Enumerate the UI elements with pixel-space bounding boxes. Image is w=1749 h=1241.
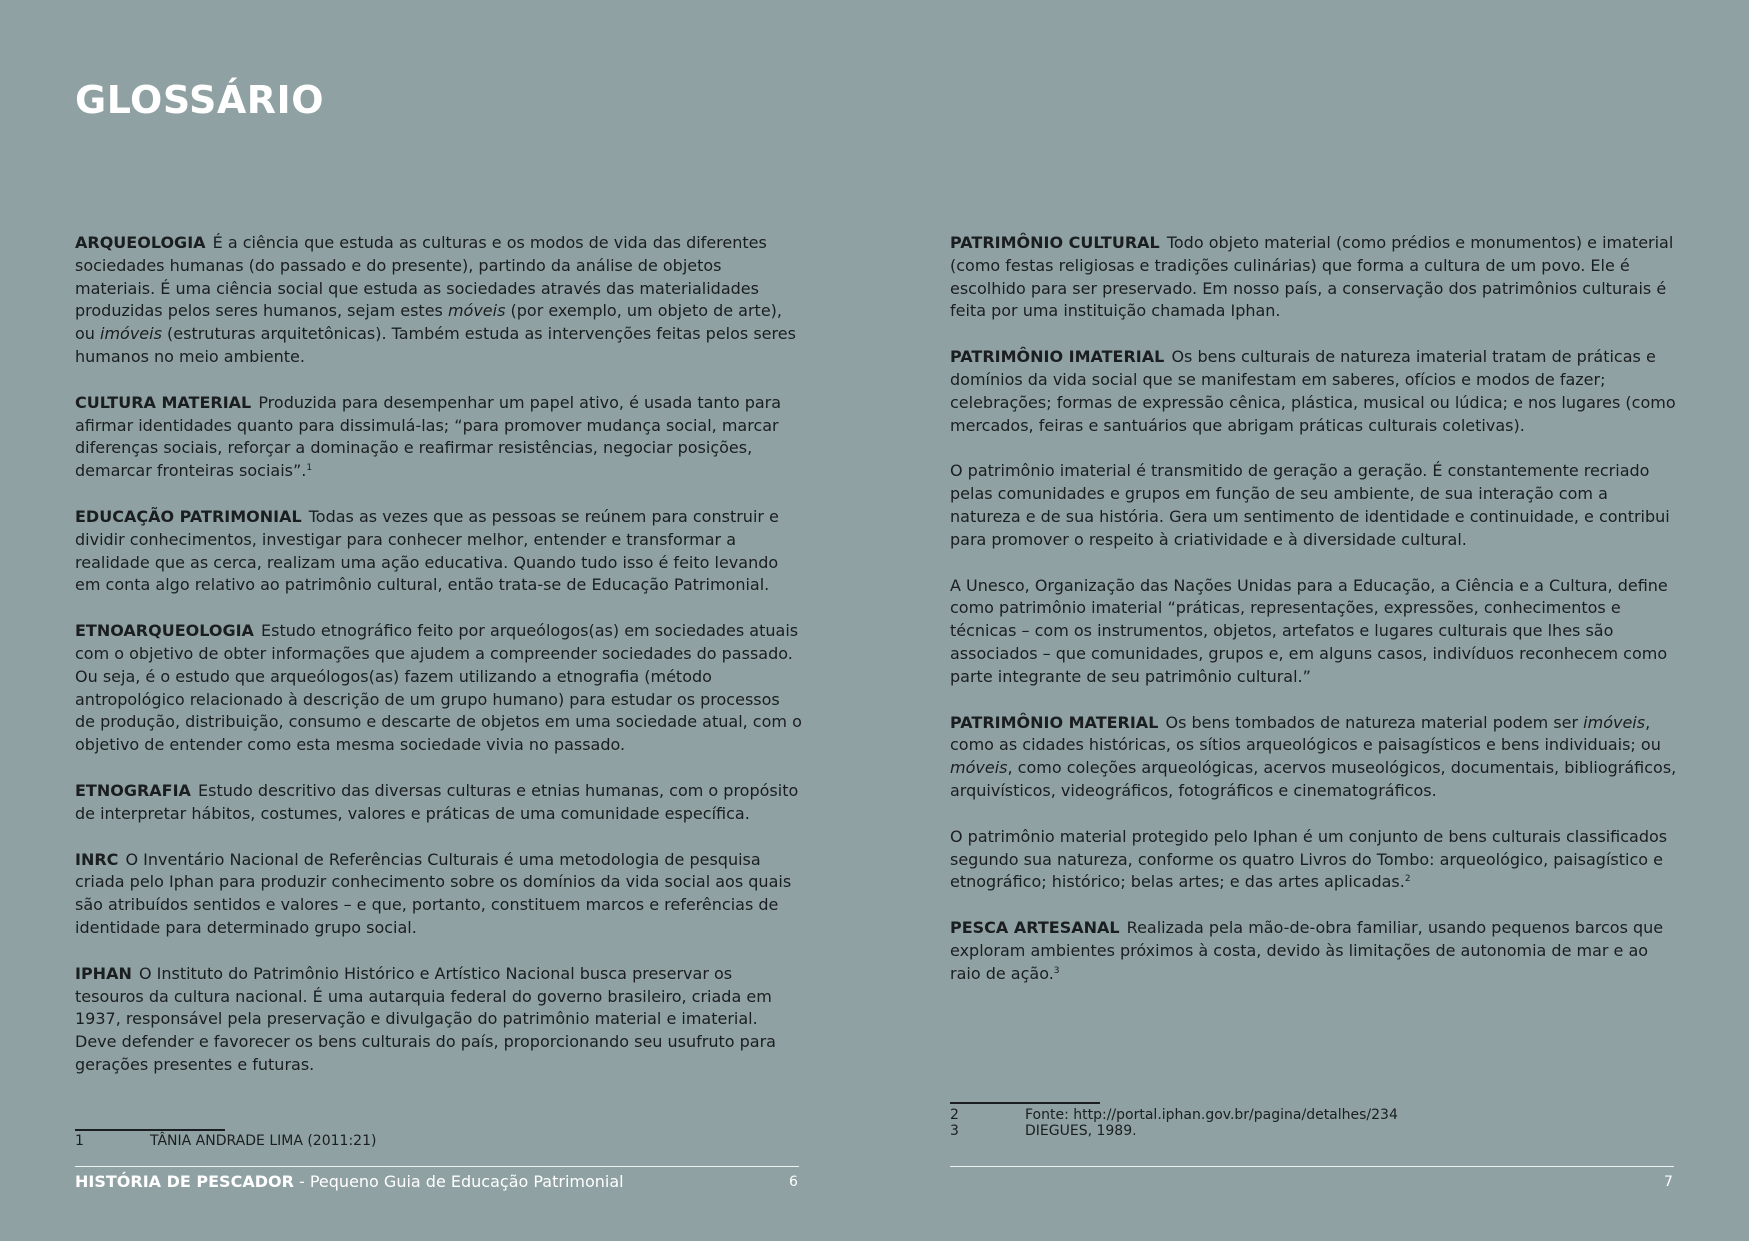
footnote-number: 3: [950, 1123, 959, 1139]
definition-emphasis: móveis: [950, 758, 1008, 778]
entry-educacao-patrimonial: [75, 506, 803, 597]
term-pesca-artesanal: PESCA ARTESANAL: [950, 918, 1120, 938]
definition-text: Estudo descritivo das diversas culturas e etnias humanas, com o propósito de interpretar hábitos, costumes, valores e práticas de uma comunidade específica.: [75, 780, 799, 823]
footnote-ref: 2: [1404, 874, 1411, 885]
entry-etnoarqueologia: [75, 620, 803, 757]
footnote-text: DIEGUES, 1989.: [1025, 1123, 1137, 1139]
page-number-left: 6: [789, 1174, 798, 1190]
term-arqueologia: ARQUEOLOGIA: [75, 233, 206, 252]
entry-arqueologia: [75, 232, 803, 369]
footnote-number: 2: [950, 1107, 959, 1123]
term-inrc: INRC: [75, 849, 119, 869]
footnote-divider: [950, 1102, 1100, 1104]
footnote-divider: [75, 1129, 225, 1131]
definition-emphasis: imóveis: [100, 324, 162, 344]
definition-text: O Inventário Nacional de Referências Culturais é uma metodologia de pesquisa criada pelo Iphan para produzir conhecimento sobre os domínios da vida social aos quais são atribuídos sentidos e valores – e que, portanto, constituem marcos e referências de identidade para determinado grupo social.: [75, 849, 792, 937]
definition-text: Estudo etnográfico feito por arqueólogos(as) em sociedades atuais com o objetivo de obter informações que ajudem a compreender sociedades do passado. Ou seja, é o estudo que arqueólogos(as) fazem utilizando a etnografia (método antropológico relacionado à descrição de um grupo humano) para estudar os processos de produção, distribuição, consumo e descarte de objetos em uma sociedade atual, com o objetivo de entender como esta mesma sociedade vivia no passado.: [75, 621, 802, 755]
definition-text: Realizada pela mão-de-obra familiar, usando pequenos barcos que exploram ambientes próximos à costa, devido às limitações de autonomia de mar e ao raio de ação.: [950, 918, 1664, 983]
term-patrimonio-cultural: PATRIMÔNIO CULTURAL: [950, 233, 1160, 252]
definition-text: (estruturas arquitetônicas). Também estuda as intervenções feitas pelos seres humanos no meio ambiente.: [75, 324, 796, 366]
definition-text: O patrimônio material protegido pelo Iphan é um conjunto de bens culturais classificados segundo sua natureza, conforme os quatro Livros do Tombo: arqueológico, paisagístico e etnográfico; histórico; belas artes; e das artes aplicadas.: [950, 826, 1668, 892]
footnote-3: [950, 1123, 1137, 1139]
footnote-1: [75, 1133, 376, 1149]
entry-pesca-artesanal: [950, 917, 1678, 985]
paragraph-imaterial-transmissao: O patrimônio imaterial é transmitido de geração a geração. É constantemente recriado pelas comunidades e grupos em função de seu ambiente, de sua interação com a natureza e de sua história. Gera um sentimento de identidade e continuidade, e contribui para promover o respeito à criatividade e à diversidade cultural.: [950, 461, 1670, 549]
entry-patrimonio-imaterial: [950, 346, 1678, 437]
footer-subtitle: - Pequeno Guia de Educação Patrimonial: [293, 1172, 624, 1191]
definition-emphasis: imóveis: [1583, 712, 1646, 732]
entry-cultura-material: [75, 392, 803, 483]
definition-text: , como as cidades históricas, os sítios arqueológicos e paisagísticos e bens individuais; ou: [950, 712, 1661, 755]
definition-text: Os bens culturais de natureza imaterial tratam de práticas e domínios da vida social que se manifestam em saberes, ofícios e modos de fazer; celebrações; formas de expressão cênica, plástica, musical ou lúdica; e nos lugares (como mercados, feiras e santuários que abrigam práticas culturais coletivas).: [950, 347, 1676, 435]
footnote-ref: 1: [306, 463, 313, 474]
term-educacao-patrimonial: EDUCAÇÃO PATRIMONIAL: [75, 506, 302, 526]
footer-left: [75, 1172, 624, 1191]
footer-rule-left: [75, 1166, 799, 1167]
term-etnografia: ETNOGRAFIA: [75, 780, 191, 800]
definition-text: Produzida para desempenhar um papel ativo, é usada tanto para afirmar identidades quanto para dissimulá-las; “para promover mudança social, marcar diferenças sociais, reforçar a dominação e reafirmar resistências, negociar posições, demarcar fronteiras sociais”.: [75, 392, 782, 481]
glossary-column-left: [75, 232, 803, 1100]
term-cultura-material: CULTURA MATERIAL: [75, 392, 252, 412]
glossary-column-right: [950, 232, 1678, 1009]
footnote-number: 1: [75, 1133, 84, 1149]
term-etnoarqueologia: ETNOARQUEOLOGIA: [75, 621, 254, 641]
term-patrimonio-imaterial: PATRIMÔNIO IMATERIAL: [950, 347, 1165, 367]
entry-iphan: [75, 963, 803, 1077]
footnote-ref: 3: [1053, 965, 1060, 976]
page-title: GLOSSÁRIO: [75, 78, 324, 122]
entry-inrc: [75, 849, 803, 940]
definition-text: O Instituto do Patrimônio Histórico e Artístico Nacional busca preservar os tesouros da cultura nacional. É uma autarquia federal do governo brasileiro, criada em 1937, responsável pela preservação e divulgação do patrimônio material e imaterial. Deve defender e favorecer os bens culturais do país, proporcionando seu usufruto para gerações presentes e futuras.: [75, 963, 776, 1074]
definition-text: É a ciência que estuda as culturas e os modos de vida das diferentes sociedades humanas (do passado e do presente), partindo da análise de objetos materiais. É uma ciência social que estuda as sociedades através das materialidades produzidas pelos seres humanos, sejam estes: [75, 233, 767, 321]
footer-rule-right: [950, 1166, 1674, 1167]
definition-text: (por exemplo, um objeto de arte), ou: [75, 301, 782, 344]
definition-emphasis: móveis: [447, 301, 506, 321]
entry-etnografia: [75, 780, 803, 826]
definition-text: Os bens tombados de natureza material podem ser: [1165, 712, 1584, 732]
footer-brand: HISTÓRIA DE PESCADOR: [75, 1172, 294, 1191]
page-number-right: 7: [1664, 1174, 1673, 1190]
definition-text: Todas as vezes que as pessoas se reúnem para construir e dividir conhecimentos, investigar para conhecer melhor, entender e transformar a realidade que as cerca, realizam uma ação educativa. Quando tudo isso é feito levando em conta algo relativo ao patrimônio cultural, então trata-se de Educação Patrimonial.: [75, 506, 779, 595]
paragraph-material-iphan: [950, 826, 1678, 894]
term-iphan: IPHAN: [75, 963, 132, 983]
entry-patrimonio-cultural: [950, 232, 1678, 323]
footnote-text: Fonte: http://portal.iphan.gov.br/pagina/detalhes/234: [1025, 1107, 1398, 1123]
footnote-2: [950, 1107, 1398, 1123]
definition-text: , como coleções arqueológicas, acervos museológicos, documentais, bibliográficos, arquivísticos, videográficos, fotográficos e cinematográficos.: [950, 758, 1677, 800]
footnote-text: TÂNIA ANDRADE LIMA (2011:21): [150, 1133, 377, 1149]
paragraph-imaterial-unesco: A Unesco, Organização das Nações Unidas para a Educação, a Ciência e a Cultura, define como patrimônio imaterial “práticas, representações, expressões, conhecimentos e técnicas – com os instrumentos, objetos, artefatos e lugares culturais que lhes são associados – que comunidades, grupos e, em alguns casos, indivíduos reconhecem como parte integrante de seu patrimônio cultural.”: [950, 575, 1668, 686]
term-patrimonio-material: PATRIMÔNIO MATERIAL: [950, 712, 1159, 732]
entry-patrimonio-material: [950, 712, 1678, 803]
definition-text: Todo objeto material (como prédios e monumentos) e imaterial (como festas religiosas e tradições culinárias) que forma a cultura de um povo. Ele é escolhido para ser preservado. Em nosso país, a conservação dos patrimônios culturais é feita por uma instituição chamada Iphan.: [950, 233, 1674, 321]
